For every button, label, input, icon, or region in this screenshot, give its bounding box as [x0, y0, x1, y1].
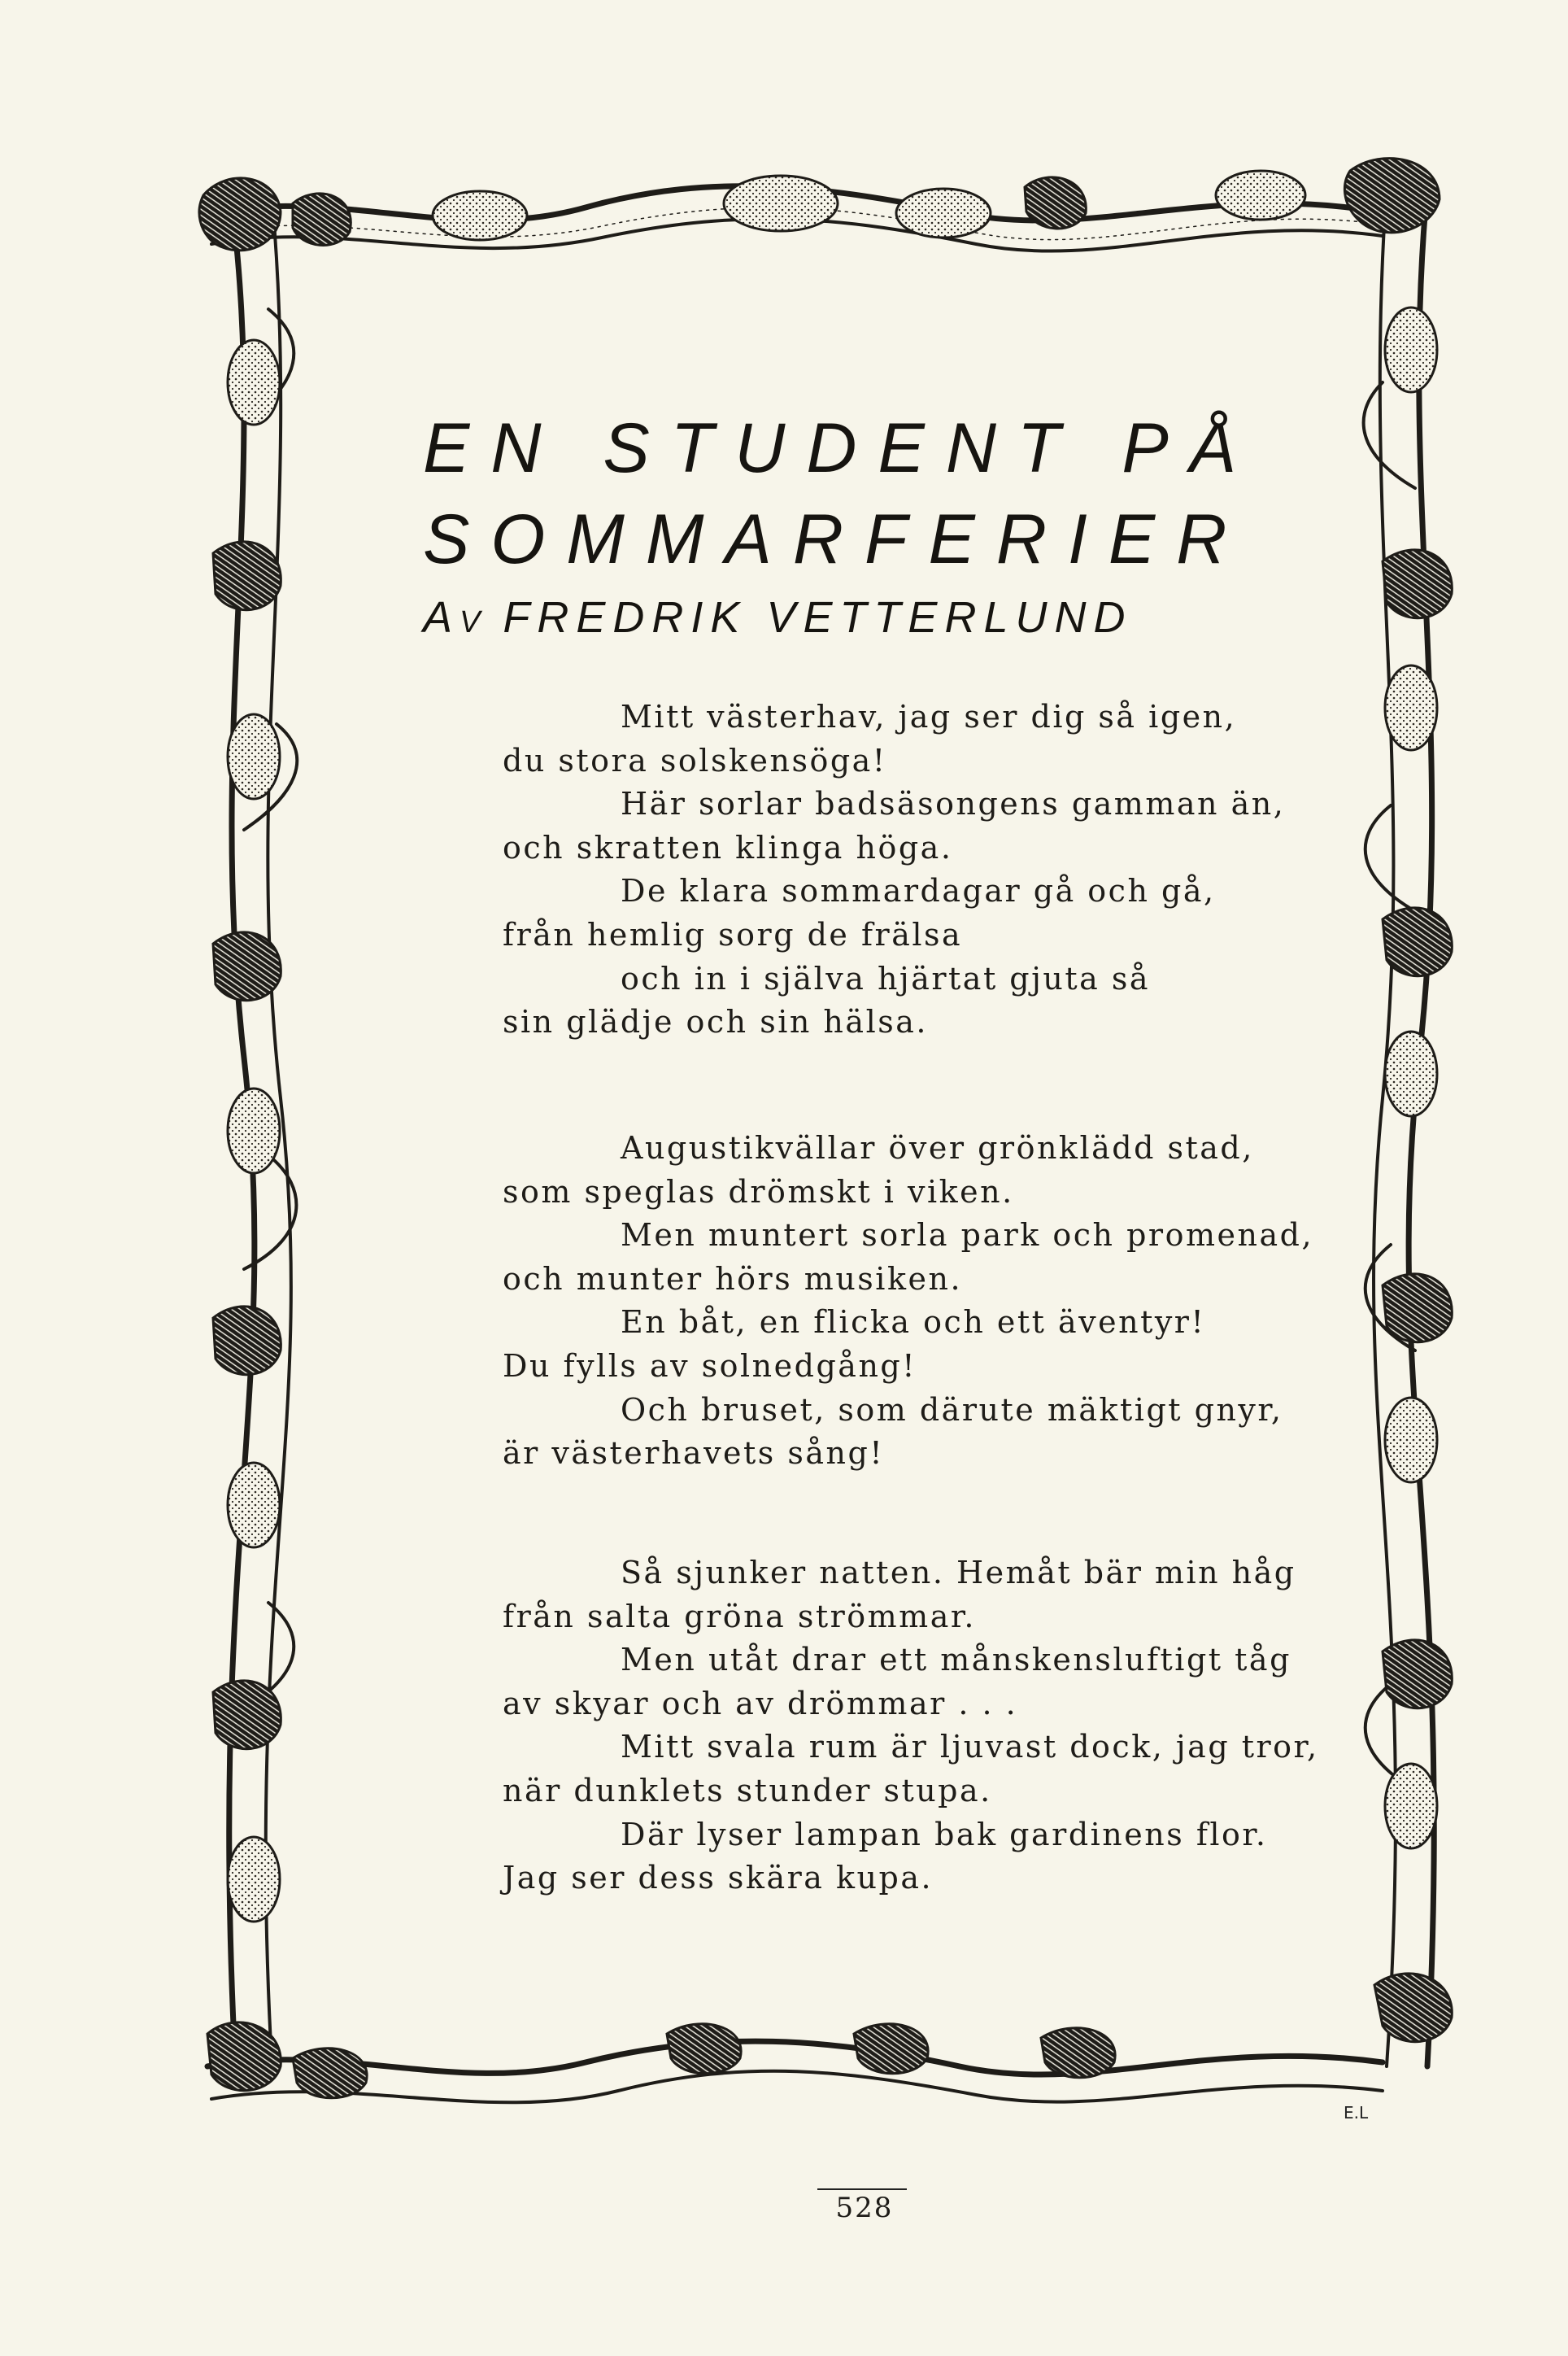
verse-line: du stora solskensöga!: [503, 742, 887, 779]
verse-line: De klara sommardagar gå och gå,: [621, 873, 1216, 910]
verse-line: från hemlig sorg de frälsa: [503, 916, 963, 953]
author-name: FREDRIK VETTERLUND: [503, 593, 1133, 642]
verse-line: En båt, en flicka och ett äventyr!: [621, 1304, 1206, 1341]
verse-line: Men utåt drar ett månskensluftigt tåg: [621, 1642, 1291, 1678]
page-number: 528: [835, 2192, 894, 2224]
title-line-1: EN STUDENT PÅ: [423, 409, 1258, 487]
page-number-rule: [817, 2188, 907, 2190]
author-byline: [423, 592, 1399, 643]
verse-line: är västerhavets sång!: [503, 1435, 885, 1472]
verse-line: Du fylls av solnedgång!: [503, 1347, 917, 1384]
byline-prefix-small: V: [460, 605, 484, 639]
verse-line: Och bruset, som därute mäktigt gnyr,: [621, 1391, 1283, 1428]
verse-line: Så sjunker natten. Hemåt bär min håg: [621, 1555, 1296, 1590]
verse-line: Mitt västerhav, jag ser dig så igen,: [621, 699, 1237, 735]
stanza-3: [503, 1551, 1357, 1900]
verse-line: Här sorlar badsäsongens gamman än,: [621, 786, 1286, 822]
verse-line: av skyar och av drömmar . . .: [503, 1685, 1018, 1721]
title-line-2: SOMMARFERIER: [423, 500, 1248, 578]
verse-line: och munter hörs musiken.: [503, 1260, 963, 1297]
verse-line: Där lyser lampan bak gardinens flor.: [621, 1816, 1268, 1852]
illustrator-monogram: E.L: [1344, 2103, 1369, 2123]
verse-line: och skratten klinga höga.: [503, 829, 953, 866]
verse-line: Mitt svala rum är ljuvast dock, jag tror,: [621, 1729, 1319, 1765]
verse-line: Augustikvällar över grönklädd stad,: [621, 1130, 1254, 1166]
poem-title: [423, 403, 1350, 585]
verse-line: från salta gröna strömmar.: [503, 1598, 976, 1634]
verse-line: Jag ser dess skära kupa.: [503, 1860, 934, 1896]
verse-line: och in i själva hjärtat gjuta så: [621, 960, 1151, 997]
byline-prefix-big: A: [423, 593, 460, 642]
stanza-2: [503, 1127, 1357, 1476]
verse-line: sin glädje och sin hälsa.: [503, 1004, 928, 1041]
verse-line: som speglas drömskt i viken.: [503, 1173, 1014, 1210]
stanza-1: [503, 696, 1357, 1045]
verse-line: Men muntert sorla park och promenad,: [621, 1217, 1314, 1254]
verse-line: när dunklets stunder stupa.: [503, 1772, 992, 1808]
